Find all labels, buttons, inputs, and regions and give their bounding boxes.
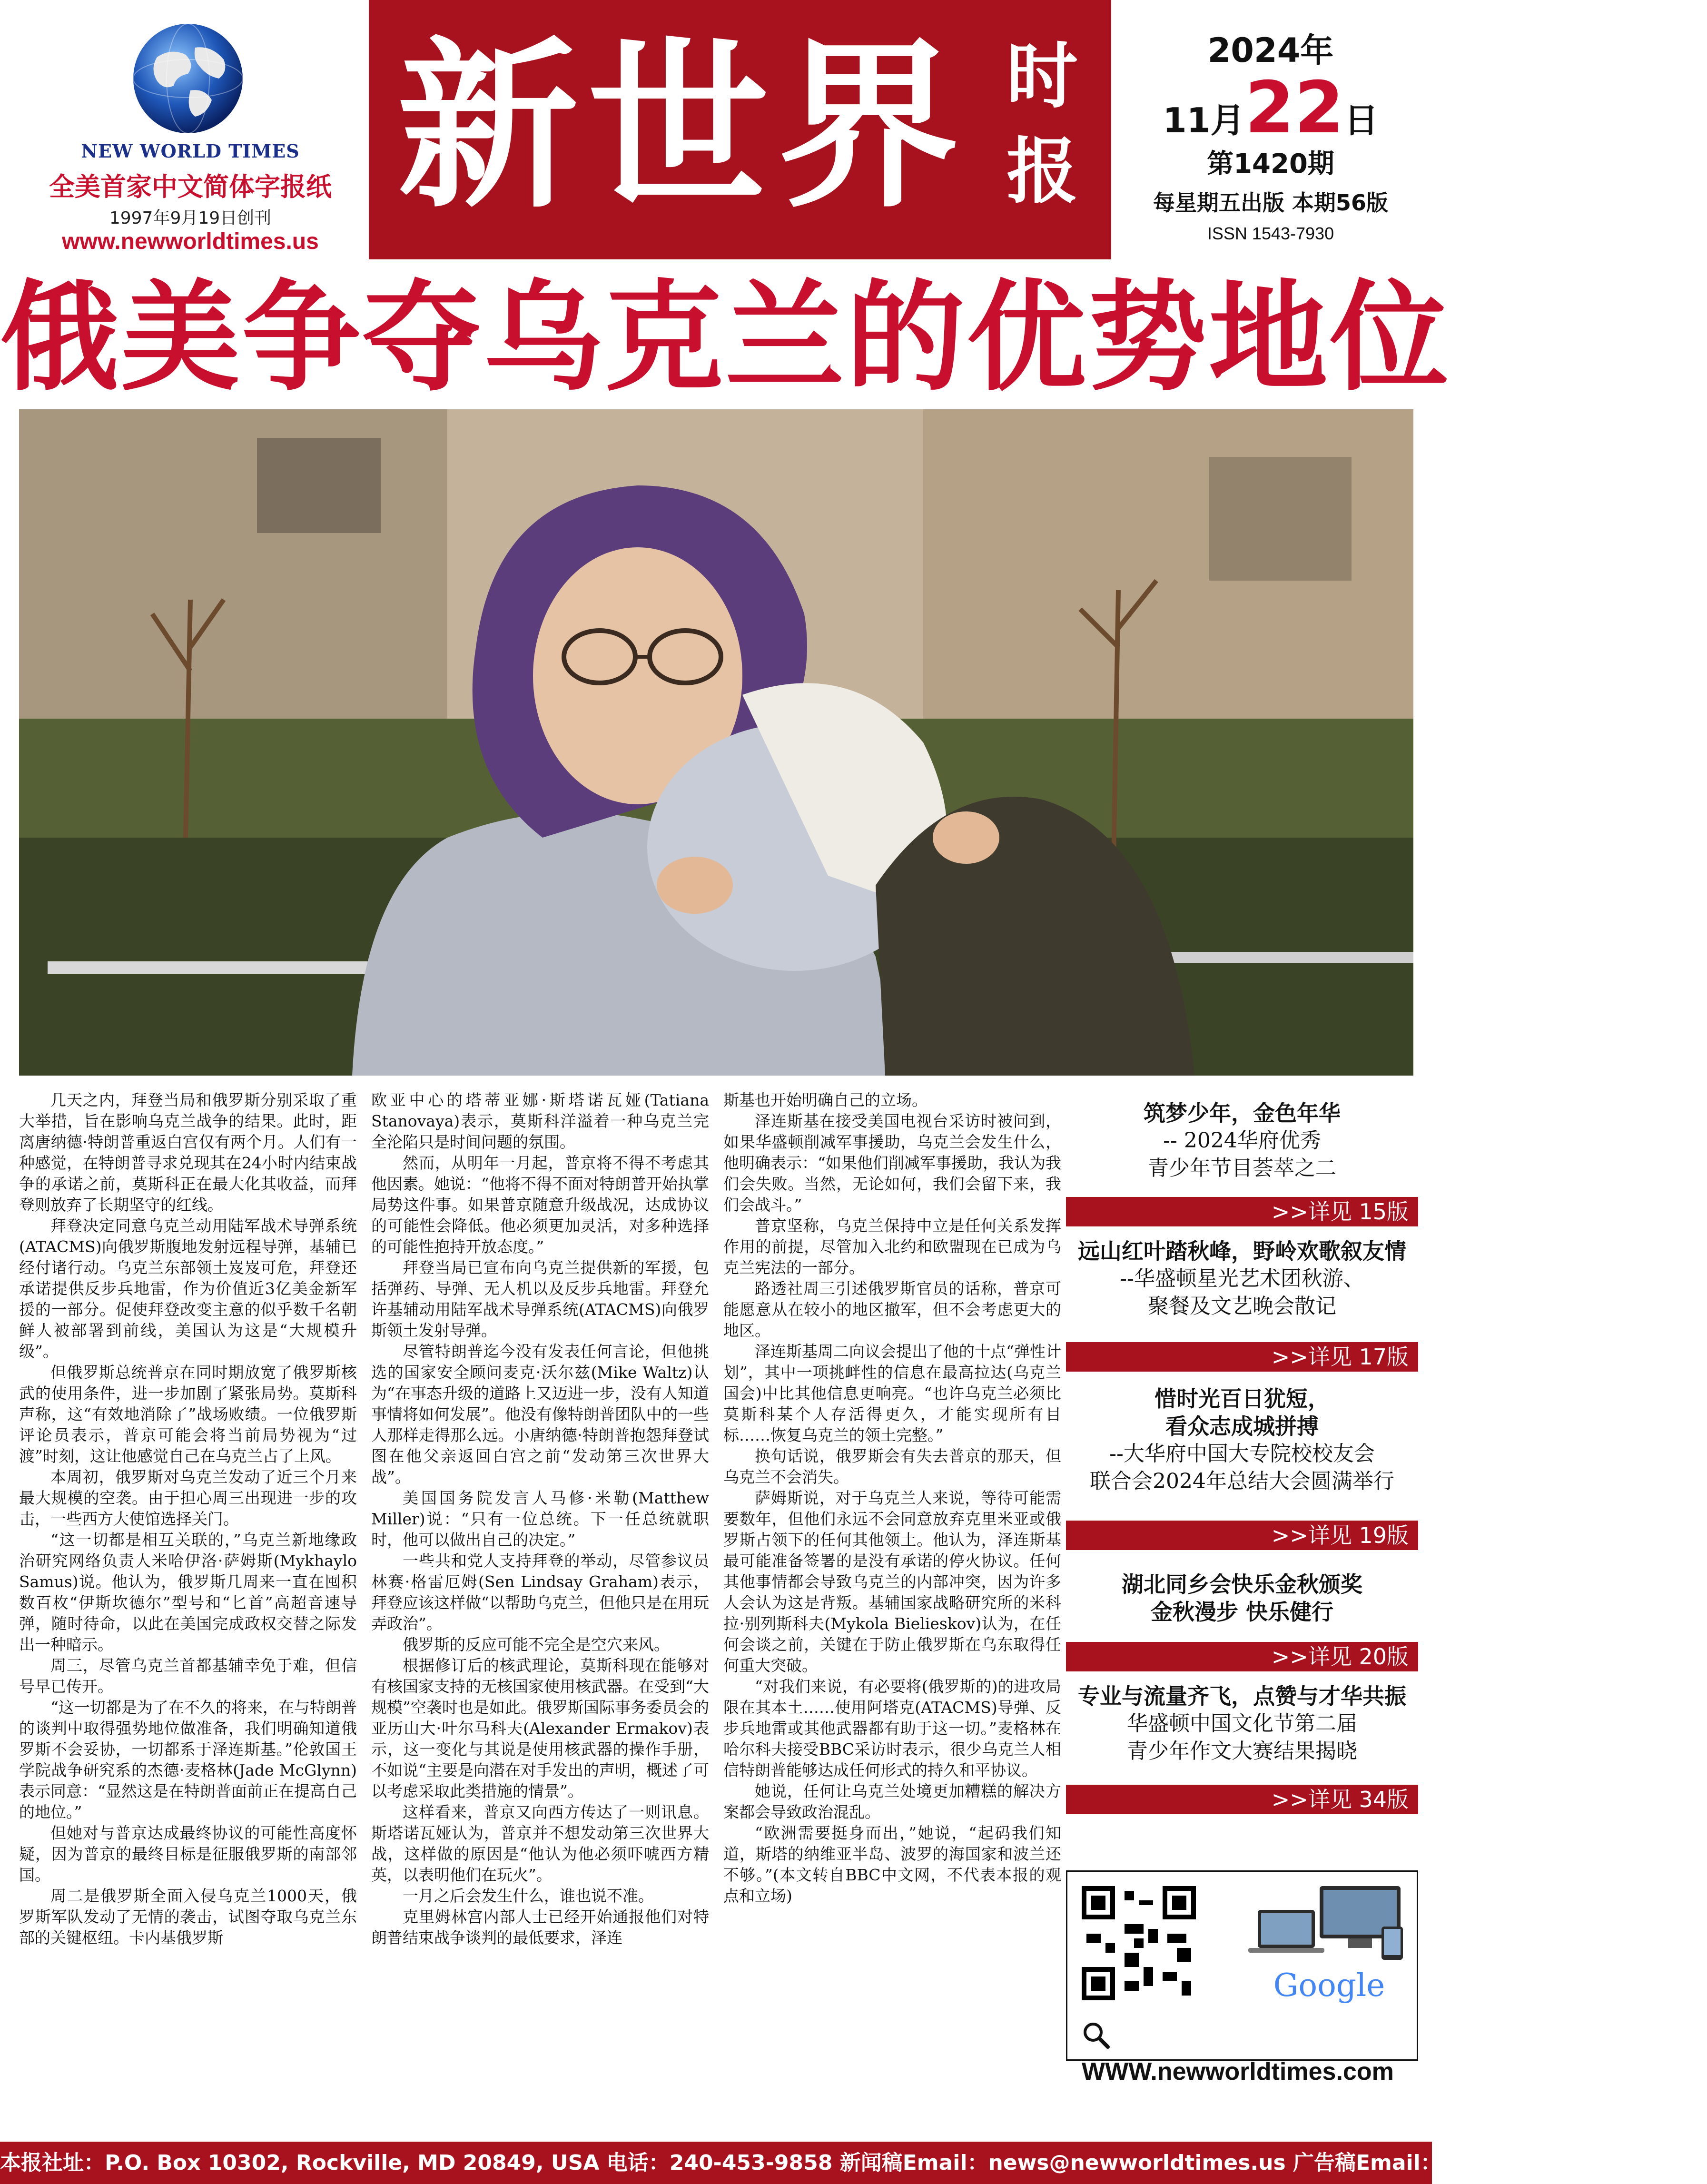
promo-subtitle: 聚餐及文艺晚会散记: [1148, 1294, 1336, 1318]
promo-item-5[interactable]: [1066, 1682, 1418, 1765]
promo-title: 惜时光百日犹短，: [1154, 1386, 1330, 1412]
see-page-link[interactable]: [1066, 1521, 1418, 1550]
paragraph: 周三，尽管乌克兰首都基辅幸免于难，但信号早已传开。: [19, 1656, 357, 1696]
promo-subtitle: 青少年作文大赛结果揭晓: [1127, 1739, 1357, 1763]
paragraph: “欧洲需要挺身而出，”她说，“起码我们知道，斯塔的纳维亚半岛、波罗的海国家和波兰还不够。”(本文转自BBC中文网，不代表本报的观点和立场): [723, 1824, 1061, 1905]
see-page-link[interactable]: [1066, 1785, 1418, 1814]
issue-month: 11月: [1163, 100, 1245, 140]
paragraph: 周二是俄罗斯全面入侵乌克兰1000天，俄罗斯军队发动了无情的袭击，试图夺取乌克兰东部的关键枢纽。卡内基俄罗斯: [19, 1887, 357, 1947]
promo-subtitle: -- 2024华府优秀: [1163, 1128, 1321, 1153]
paragraph: 换句话说，俄罗斯会有失去普京的那天，但乌克兰不会消失。: [723, 1447, 1061, 1486]
paragraph: 根据修订后的核武理论，莫斯科现在能够对有核国家支持的无核国家使用核武器。在受到“大规模”空袭时也是如此。俄罗斯国际事务委员会的亚历山大·叶尔马科夫(Alexander Ermakov)表示，这一变化与其说是使用核武器的操作手册，不如说“主要是向潜在对手发出的声明，概述了可以考虑采取此类措施的情景”。: [371, 1656, 709, 1800]
paragraph: 她说，任何让乌克兰处境更加糟糕的解决方案都会导致政治混乱。: [723, 1782, 1061, 1821]
founded-date: 1997年9月19日创刊: [109, 208, 272, 228]
promo-subtitle: 联合会2024年总结大会圆满举行: [1090, 1469, 1394, 1493]
paragraph: 泽连斯基在接受美国电视台采访时被问到，如果华盛顿削减军事援助，乌克兰会发生什么，他明确表示：“如果他们削减军事援助，我认为我们会失败。当然，无论如何，我们会留下来，我们会战斗。”: [723, 1112, 1061, 1214]
newspaper-title: 新世界: [397, 20, 968, 232]
promo-title: 专业与流量齐飞，点赞与才华共振: [1078, 1683, 1406, 1709]
issue-number: 第1420期: [1207, 148, 1334, 179]
paragraph: 然而，从明年一月起，普京将不得不考虑其他因素。她说：“他将不得不面对特朗普开始执掌局势这件事。如果普京随意升级战况，达成协议的可能性会降低。他必须更加灵活，对多种选择的可能性抱持开放态度。”: [371, 1154, 709, 1256]
article-column-1: [19, 1090, 357, 1948]
paragraph: 克里姆林宫内部人士已经开始通报他们对特朗普结束战争谈判的最低要求，泽连: [371, 1907, 709, 1947]
sidebar-promos: [1066, 1090, 1418, 2085]
paragraph: 但俄罗斯总统普京在同时期放宽了俄罗斯核武的使用条件，进一步加剧了紧张局势。莫斯科声称，这“有效地消除了”战场败绩。一位俄罗斯评论员表示，普京可能会将当前局势视为“过渡”时刻，这让他感觉自己在乌克兰占了上风。: [19, 1363, 357, 1465]
see-page-label: >>详见 34版: [1271, 1787, 1409, 1812]
promo-title: 湖北同乡会快乐金秋颁奖: [1122, 1571, 1362, 1597]
paragraph: 一月之后会发生什么，谁也说不准。: [403, 1887, 654, 1905]
logo-block: [19, 14, 362, 252]
paragraph: 但她对与普京达成最终协议的可能性高度怀疑，因为普京的最终目标是征服俄罗斯的南部邻国。: [19, 1824, 357, 1884]
promo-subtitle: --华盛顿星光艺术团秋游、: [1120, 1266, 1364, 1291]
paragraph: 拜登当局已宣布向乌克兰提供新的军援，包括弹药、导弹、无人机以及反步兵地雷。拜登允许基辅动用陆军战术导弹系统(ATACMS)向俄罗斯领土发射导弹。: [371, 1258, 709, 1340]
paragraph: 尽管特朗普迄今没有发表任何言论，但他挑选的国家安全顾问麦克·沃尔兹(Mike Waltz)认为“在事态升级的道路上又迈进一步，没有人知道事情将如何发展”。他没有像特朗普团队中的一些人那样走得那么远。小唐纳德·特朗普抱怨拜登试图在他父亲返回白宫之前“发动第三次世界大战”。: [371, 1342, 709, 1486]
paragraph: 俄罗斯的反应可能不完全是空穴来风。: [403, 1635, 670, 1654]
article-column-3: [723, 1090, 1061, 1907]
website-url[interactable]: www.newworldtimes.us: [62, 229, 319, 254]
promo-subtitle: 华盛顿中国文化节第二届: [1127, 1711, 1357, 1736]
paragraph: 几天之内，拜登当局和俄罗斯分别采取了重大举措，旨在影响乌克兰战争的结果。此时，距离唐纳德·特朗普重返白宫仅有两个月。人们有一种感觉，在特朗普寻求兑现其在24小时内结束战争的承诺之前，莫斯科正在最大化其收益，而拜登则放弃了长期坚守的红线。: [19, 1091, 357, 1214]
see-page-link[interactable]: [1066, 1642, 1418, 1671]
globe-icon: [128, 19, 247, 138]
website-search-link[interactable]: [1082, 2015, 1410, 2091]
see-page-link[interactable]: [1066, 1197, 1418, 1226]
issue-date: [1118, 67, 1423, 149]
issue-year: 2024年: [1207, 31, 1334, 70]
footer-contact: 本报社址：P.O. Box 10302, Rockville, MD 20849, USA 电话：240-453-9858 新闻稿Email：news@newworldtimes.us 广告稿Email：ad@newworldtimes.us: [0, 2142, 1432, 2184]
paragraph: 路透社周三引述俄罗斯官员的话称，普京可能愿意从在较小的地区撤军，但不会考虑更大的地区。: [723, 1279, 1061, 1340]
paragraph: 一些共和党人支持拜登的举动，尽管参议员林赛·格雷厄姆(Sen Lindsay Graham)表示，拜登应该这样做“以帮助乌克兰，但他只是在用玩弄政治”。: [371, 1552, 709, 1633]
masthead: [0, 0, 1432, 259]
promo-title: 金秋漫步 快乐健行: [1150, 1599, 1333, 1625]
paragraph: 拜登决定同意乌克兰动用陆军战术导弹系统(ATACMS)向俄罗斯腹地发射远程导弹，基辅已经付诸行动。乌克兰东部领土岌岌可危，拜登还承诺提供反步兵地雷，作为价值近3亿美金新军援的一部分。促使拜登改变主意的似乎数千名朝鲜人被部署到前线，美国认为这是“大规模升级”。: [19, 1216, 357, 1361]
photo-illustration: [19, 409, 1413, 1076]
promo-item-4[interactable]: [1066, 1571, 1418, 1626]
paragraph: “这一切都是为了在不久的将来，在与特朗普的谈判中取得强势地位做准备，我们明确知道俄罗斯不会妥协，一切都系于泽连斯基。”伦敦国王学院战争研究系的杰德·麦格林(Jade McGlynn)表示同意：“显然这是在特朗普面前正在提高自己的地位。”: [19, 1698, 357, 1821]
google-logo: [1248, 1967, 1410, 2004]
paragraph: 普京坚称，乌克兰保持中立是任何关系发挥作用的前提，尽管加入北约和欧盟现在已成为乌克兰宪法的一部分。: [723, 1216, 1061, 1277]
paragraph: 这样看来，普京又向西方传达了一则讯息。斯塔诺瓦娅认为，普京并不想发动第三次世界大战，这样做的原因是“他认为他必须吓唬西方精英，以表明他们在玩火”。: [371, 1803, 709, 1884]
headline: 俄美争夺乌克兰的优势地位: [0, 268, 1450, 407]
website-url-large: WWW.newworldtimes.com: [1082, 2058, 1394, 2085]
promo-title: 筑梦少年，金色年华: [1144, 1100, 1341, 1126]
paragraph: 美国国务院发言人马修·米勒(Matthew Miller)说：“只有一位总统。下一任总统就职时，他可以做出自己的决定。”: [371, 1489, 709, 1549]
promo-subtitle: --大华府中国大专院校校友会: [1109, 1442, 1375, 1466]
logo-english-name: NEW WORLD TIMES: [81, 140, 300, 162]
see-page-label: >>详见 17版: [1271, 1344, 1409, 1370]
issue-day-suffix: 日: [1344, 100, 1379, 140]
promo-title: 远山红叶踏秋峰，野岭欢歌叙友情: [1078, 1238, 1406, 1264]
paragraph: 斯基也开始明确自己的立场。: [723, 1091, 928, 1109]
paragraph: “对我们来说，有必要将(俄罗斯的)的进攻局限在其本土……使用阿塔克(ATACMS)导弹、反步兵地雷或其他武器都有助于这一切。”麦格林在哈尔科夫接受BBC采访时表示，很少乌克兰人相信特朗普能够达成任何形式的持久和平协议。: [723, 1677, 1061, 1779]
paragraph: “这一切都是相互关联的，”乌克兰新地缘政治研究网络负责人米哈伊洛·萨姆斯(Mykhaylo Samus)说。他认为，俄罗斯几周来一直在囤积数百枚“伊斯坎德尔”型号和“匕首”高超音速导弹，随时待命，以此在美国完成政权交替之际发出一种暗示。: [19, 1531, 357, 1654]
see-page-label: >>详见 20版: [1271, 1644, 1409, 1670]
news-photo: [19, 409, 1413, 1076]
promo-item-3[interactable]: [1066, 1385, 1418, 1495]
see-page-label: >>详见 19版: [1271, 1522, 1409, 1548]
paragraph: 萨姆斯说，对于乌克兰人来说，等待可能需要数年，但他们永远不会同意放弃克里米亚或俄罗斯占领下的任何其他领土。他认为，泽连斯基最可能准备签署的是没有承诺的停火协议。任何其他事情都会导致乌克兰的内部冲突，因为许多人会认为这是背叛。基辅国家战略研究所的米科拉·别列斯科夫(Mykola Bielieskov)认为，在任何会谈之前，关键在于防止俄罗斯在乌东取得任何重大突破。: [723, 1489, 1061, 1675]
qr-code-icon[interactable]: [1077, 1881, 1201, 2005]
article-column-2: [371, 1090, 709, 1948]
logo-slogan: 全美首家中文简体字报纸: [49, 172, 332, 202]
publication-schedule: 每星期五出版 本期56版: [1153, 190, 1389, 216]
paragraph: 本周初，俄罗斯对乌克兰发动了近三个月来最大规模的空袭。由于担心周三出现进一步的攻击，一些西方大使馆选择关门。: [19, 1468, 357, 1528]
google-logo-text: Google: [1273, 1967, 1385, 2004]
see-page-link[interactable]: [1066, 1342, 1418, 1372]
paragraph: 欧亚中心的塔蒂亚娜·斯塔诺瓦娅(Tatiana Stanovaya)表示，莫斯科洋溢着一种乌克兰完全沦陷只是时间问题的氛围。: [371, 1091, 709, 1151]
title-banner: [369, 0, 1111, 259]
website-promo-box: [1066, 1870, 1418, 2085]
newspaper-title-side: 时报: [1006, 34, 1078, 213]
promo-subtitle: 青少年节目荟萃之二: [1148, 1156, 1336, 1180]
issue-day: 22: [1244, 67, 1344, 149]
devices-icon: [1248, 1881, 1410, 1962]
promo-item-2[interactable]: [1066, 1237, 1418, 1320]
search-icon: [1082, 2021, 1110, 2049]
promo-item-1[interactable]: [1066, 1099, 1418, 1182]
paragraph: 泽连斯基周二向议会提出了他的十点“弹性计划”，其中一项挑衅性的信息在最高拉达(乌克兰国会)中比其他信息更响亮。“也许乌克兰必须比莫斯科某个人存活得更久，才能实现所有目标……恢复乌克兰的领土完整。”: [723, 1342, 1061, 1444]
see-page-label: >>详见 15版: [1271, 1199, 1409, 1225]
issn: ISSN 1543-7930: [1207, 224, 1334, 243]
promo-title: 看众志成城拼搏: [1165, 1413, 1319, 1439]
